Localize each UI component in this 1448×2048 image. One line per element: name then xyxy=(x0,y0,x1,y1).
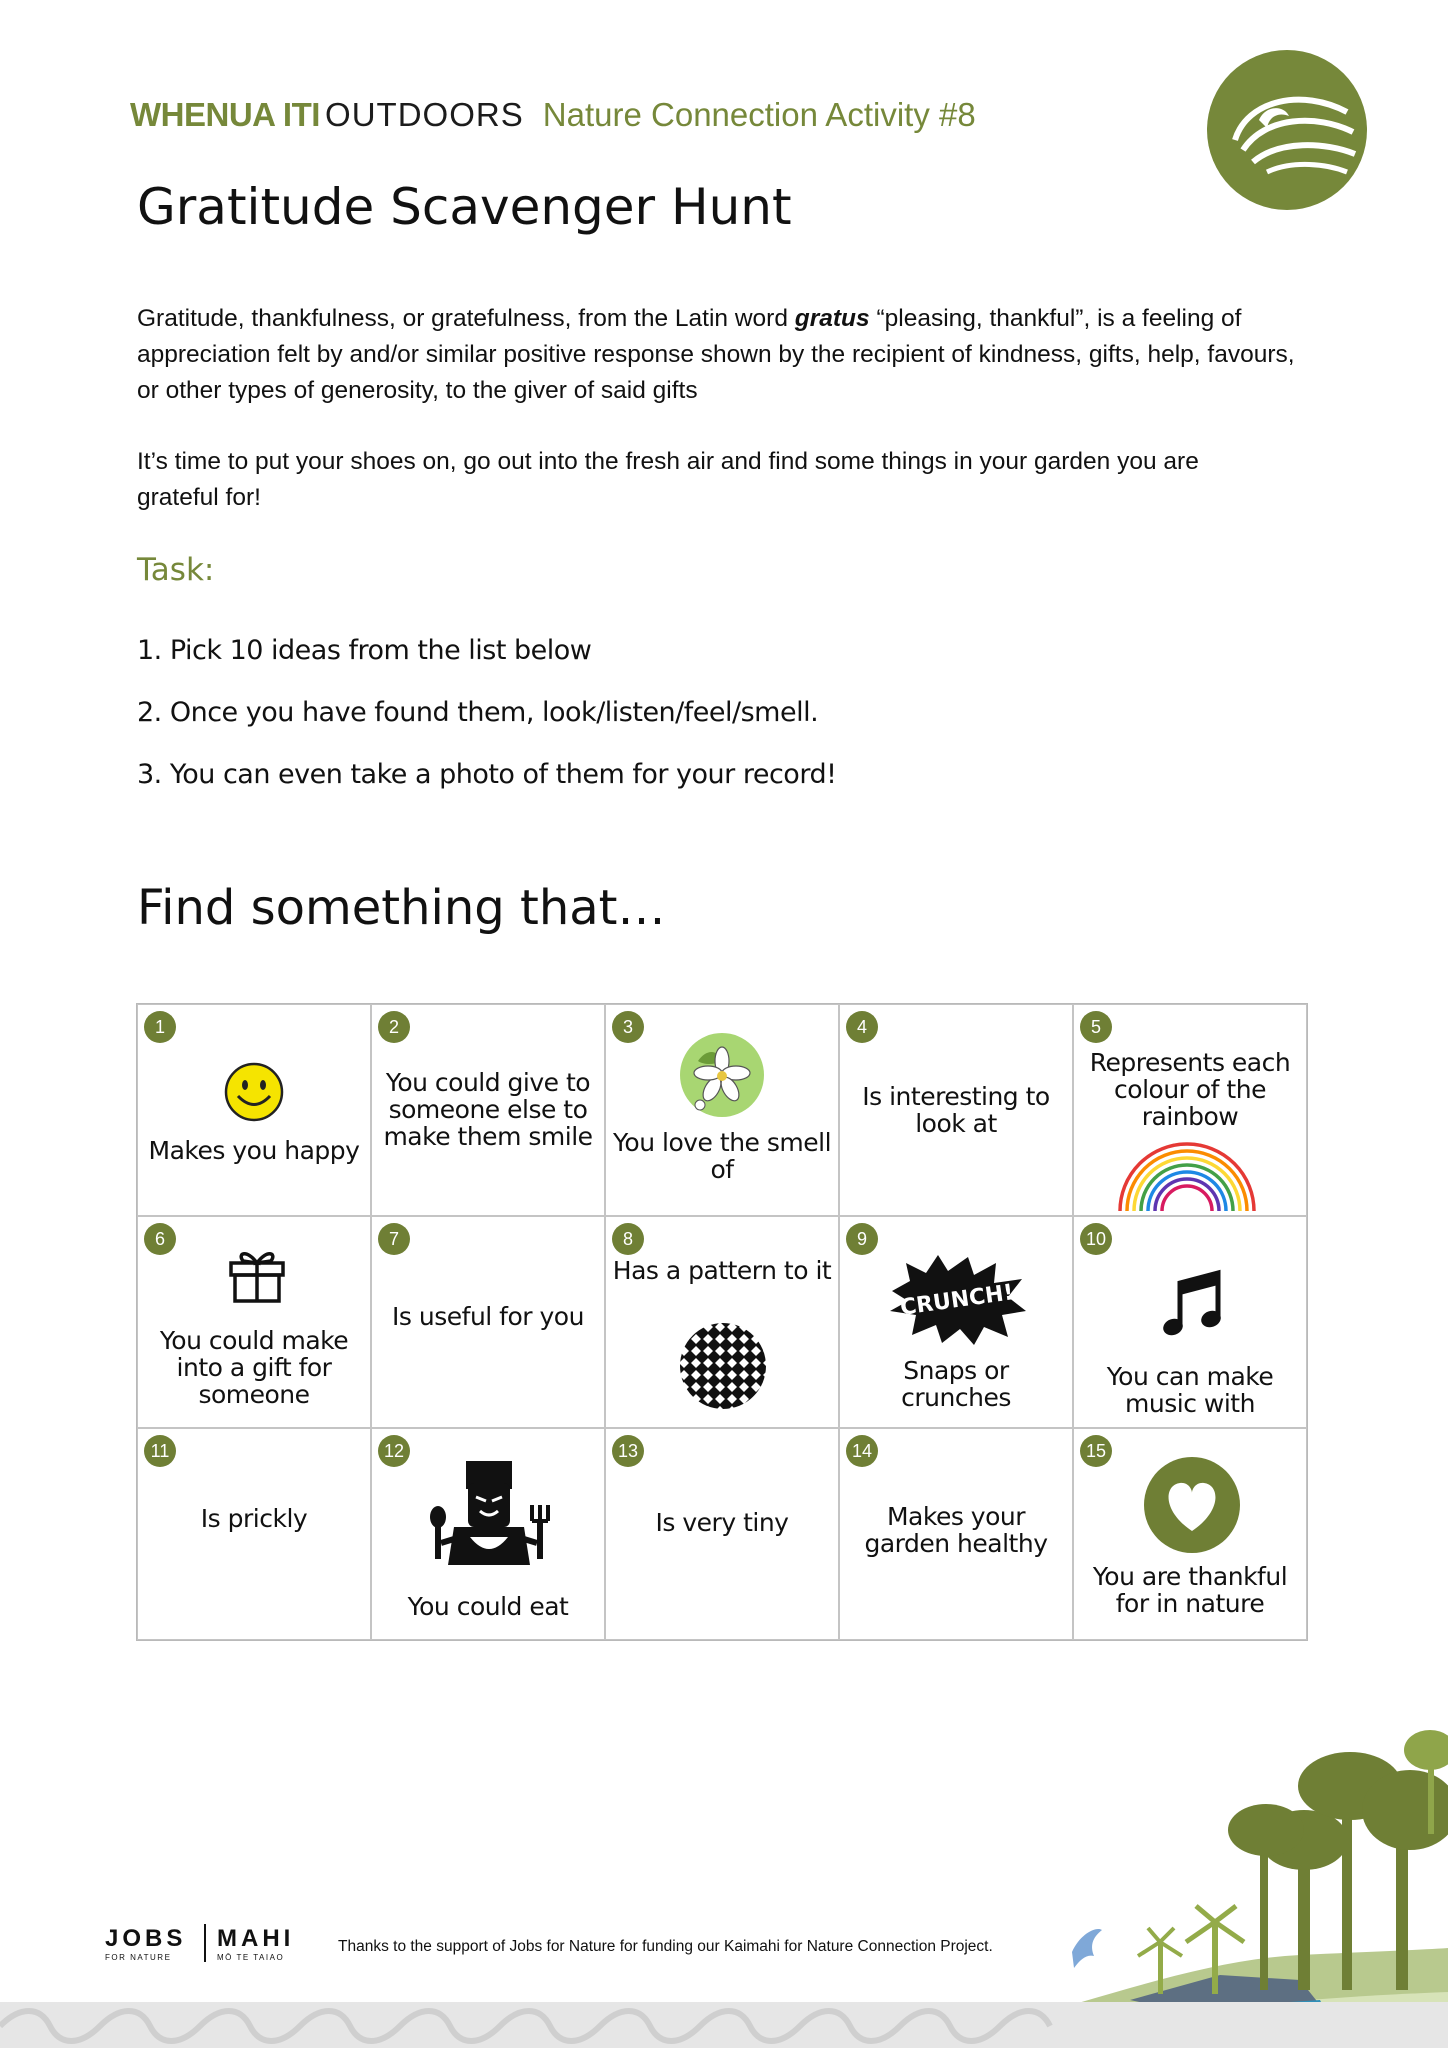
card-10 xyxy=(1073,1216,1307,1428)
find-heading: Find something that… xyxy=(137,880,666,936)
card-text: Represents each colour of the rainbow xyxy=(1089,1048,1291,1131)
card-1 xyxy=(137,1004,371,1216)
card-number-badge: 5 xyxy=(1080,1011,1112,1043)
card-2 xyxy=(371,1004,605,1216)
intro-text-before: Gratitude, thankfulness, or gratefulness, from the Latin word xyxy=(137,305,795,332)
card-15 xyxy=(1073,1428,1307,1640)
task-step: 2. Once you have found them, look/listen/feel/smell. xyxy=(137,697,819,728)
card-8 xyxy=(605,1216,839,1428)
brand-name-part1: WHENUA ITI xyxy=(130,96,320,133)
logo-mo-te-taiao-text: MŌ TE TAIAO xyxy=(217,1953,285,1962)
card-6 xyxy=(137,1216,371,1428)
footer-scenery xyxy=(0,1730,1448,2048)
card-number-badge: 2 xyxy=(378,1011,410,1043)
card-14 xyxy=(839,1428,1073,1640)
activity-subtitle: Nature Connection Activity #8 xyxy=(542,96,976,133)
brand-name-part2: OUTDOORS xyxy=(325,96,524,133)
card-number-badge: 12 xyxy=(378,1435,410,1467)
card-text: You could eat xyxy=(407,1592,569,1621)
card-11 xyxy=(137,1428,371,1640)
intro-paragraph xyxy=(137,301,1317,409)
card-text: Snaps or crunches xyxy=(901,1356,1011,1412)
card-text: Is prickly xyxy=(200,1504,308,1533)
logo-jobs-text: JOBS xyxy=(105,1925,187,1952)
scavenger-grid xyxy=(136,1003,1308,1641)
crunch-icon-text: CRUNCH! xyxy=(898,1280,1016,1321)
page-title: Gratitude Scavenger Hunt xyxy=(137,178,792,236)
card-7 xyxy=(371,1216,605,1428)
card-number-badge: 7 xyxy=(378,1223,410,1255)
task-step: 1. Pick 10 ideas from the list below xyxy=(137,635,592,666)
card-12 xyxy=(371,1428,605,1640)
card-number-badge: 4 xyxy=(846,1011,878,1043)
smiley-icon xyxy=(223,1061,285,1123)
intro-paragraph-2: It’s time to put your shoes on, go out into the fresh air and find some things in your garden you are grateful for! xyxy=(137,448,1199,511)
card-text: Has a pattern to it xyxy=(612,1256,832,1285)
card-number-badge: 3 xyxy=(612,1011,644,1043)
header xyxy=(130,96,976,134)
music-note-icon xyxy=(1162,1269,1222,1341)
card-3 xyxy=(605,1004,839,1216)
logo-for-nature-text: FOR NATURE xyxy=(105,1953,172,1962)
task-steps xyxy=(137,620,836,806)
flower-icon xyxy=(678,1031,766,1119)
gift-icon xyxy=(227,1247,287,1303)
card-4 xyxy=(839,1004,1073,1216)
jobs-for-nature-logo xyxy=(105,1922,310,1964)
card-text: Makes your garden healthy xyxy=(864,1502,1048,1558)
card-number-badge: 9 xyxy=(846,1223,878,1255)
card-number-badge: 13 xyxy=(612,1435,644,1467)
card-13 xyxy=(605,1428,839,1640)
card-text: You could give to someone else to make them smile xyxy=(383,1068,593,1151)
card-number-badge: 10 xyxy=(1080,1223,1112,1255)
card-number-badge: 14 xyxy=(846,1435,878,1467)
eating-person-icon xyxy=(424,1457,554,1573)
card-text: You could make into a gift for someone xyxy=(159,1326,349,1409)
intro-emphasis: gratus xyxy=(794,305,870,332)
bird-icon xyxy=(1072,1929,1102,1968)
card-text: You can make music with xyxy=(1106,1362,1274,1418)
card-9 xyxy=(839,1216,1073,1428)
rainbow-icon xyxy=(1112,1137,1262,1213)
crunch-icon xyxy=(882,1251,1032,1347)
task-label: Task: xyxy=(137,552,215,588)
card-number-badge: 11 xyxy=(144,1435,176,1467)
pattern-icon xyxy=(678,1321,768,1411)
card-text: You are thankful for in nature xyxy=(1092,1562,1288,1618)
task-step: 3. You can even take a photo of them for your record! xyxy=(137,759,837,790)
card-text: Makes you happy xyxy=(148,1136,360,1165)
heart-icon xyxy=(1142,1455,1242,1555)
card-text: Is interesting to look at xyxy=(862,1082,1050,1138)
card-number-badge: 1 xyxy=(144,1011,176,1043)
card-text: Is useful for you xyxy=(392,1302,584,1331)
card-text: You love the smell of xyxy=(612,1128,832,1184)
whenua-iti-logo-icon xyxy=(1207,50,1367,210)
card-5 xyxy=(1073,1004,1307,1216)
card-number-badge: 8 xyxy=(612,1223,644,1255)
card-text: Is very tiny xyxy=(655,1508,789,1537)
card-number-badge: 6 xyxy=(144,1223,176,1255)
footer-thanks-text: Thanks to the support of Jobs for Nature for funding our Kaimahi for Nature Connection Project. xyxy=(338,1938,993,1955)
card-number-badge: 15 xyxy=(1080,1435,1112,1467)
intro-text-after: “pleasing, thankful”, is a feeling of appreciation felt by and/or similar positive response shown by the recipient of kindness, gifts, help, favours, or other types of generosity, to the giver of said gifts xyxy=(137,305,1295,404)
logo-mahi-text: MAHI xyxy=(217,1925,295,1952)
